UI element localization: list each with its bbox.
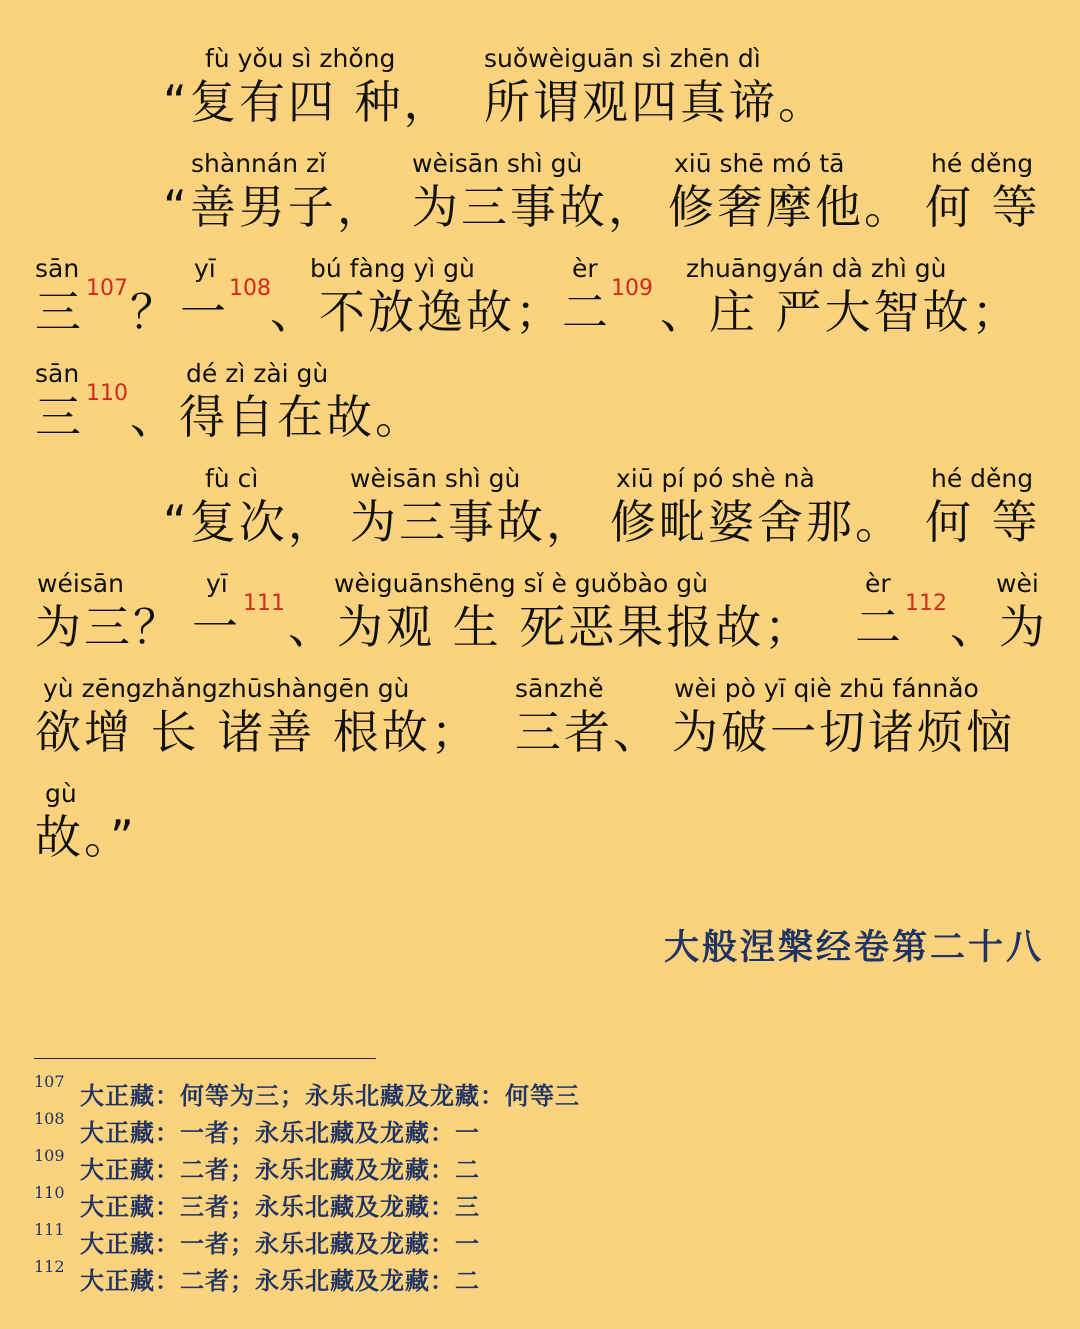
hanzi: “复有四 种， bbox=[163, 75, 453, 129]
pinyin: èr bbox=[572, 254, 598, 283]
pinyin: wèi bbox=[996, 569, 1039, 598]
note-marker: 108 bbox=[229, 276, 271, 301]
hanzi: 、为观 生 死恶果报故； bbox=[288, 600, 814, 654]
footnote-number: 109 bbox=[34, 1146, 65, 1165]
hanzi: 三 bbox=[35, 285, 84, 339]
footnote-number: 110 bbox=[34, 1183, 65, 1202]
footnote-text: 大正藏：一者；永乐北藏及龙藏：一 bbox=[80, 1229, 480, 1258]
pinyin: dé zì zài gù bbox=[186, 359, 329, 388]
hanzi: 、得自在故。 bbox=[130, 390, 424, 444]
hanzi: 二 bbox=[562, 285, 611, 339]
note-marker: 112 bbox=[905, 591, 947, 616]
pinyin: wèiguānshēng sǐ è guǒbào gù bbox=[334, 569, 708, 598]
hanzi: “善男子， bbox=[163, 180, 386, 234]
pinyin: yī bbox=[206, 569, 228, 598]
footnote-number: 107 bbox=[34, 1072, 65, 1091]
text-line bbox=[0, 674, 1080, 779]
hanzi: 三者、 bbox=[515, 705, 662, 759]
pinyin: sān bbox=[35, 254, 80, 283]
footnote-number: 108 bbox=[34, 1109, 65, 1128]
note-marker: 110 bbox=[86, 381, 128, 406]
hanzi: 三 bbox=[35, 390, 84, 444]
note-marker: 111 bbox=[243, 591, 285, 616]
hanzi: 为破一切诸烦恼 bbox=[672, 705, 1015, 759]
pinyin: yī bbox=[194, 254, 216, 283]
hanzi: 、不放逸故； bbox=[270, 285, 564, 339]
text-line bbox=[0, 254, 1080, 359]
text-line bbox=[0, 149, 1080, 254]
pinyin: èr bbox=[865, 569, 891, 598]
footnote-text: 大正藏：一者；永乐北藏及龙藏：一 bbox=[80, 1118, 480, 1147]
hanzi: 一 bbox=[180, 285, 229, 339]
pinyin: hé děng bbox=[931, 149, 1034, 178]
hanzi: 所谓观四真谛。 bbox=[484, 75, 827, 129]
text-line bbox=[0, 569, 1080, 674]
text-line bbox=[0, 464, 1080, 569]
text-line bbox=[0, 359, 1080, 464]
pinyin: hé děng bbox=[931, 464, 1034, 493]
hanzi: 、庄 严大智故； bbox=[660, 285, 1021, 339]
pinyin: wèi pò yī qiè zhū fánnǎo bbox=[674, 674, 979, 703]
text-line bbox=[0, 779, 1080, 884]
hanzi: 修奢摩他。 bbox=[668, 180, 913, 234]
hanzi: 为三事故， bbox=[412, 180, 657, 234]
hanzi: “复次， bbox=[163, 495, 337, 549]
hanzi: 、为 bbox=[950, 600, 1048, 654]
pinyin: wéisān bbox=[37, 569, 124, 598]
footnote-number: 111 bbox=[34, 1220, 65, 1239]
note-marker: 107 bbox=[86, 276, 128, 301]
pinyin: yù zēngzhǎngzhūshàngēn gù bbox=[43, 674, 410, 703]
hanzi: 二 bbox=[855, 600, 904, 654]
pinyin: sānzhě bbox=[515, 674, 604, 703]
note-marker: 109 bbox=[611, 276, 653, 301]
pinyin: shànnán zǐ bbox=[191, 149, 327, 178]
pinyin: xiū shē mó tā bbox=[674, 149, 845, 178]
hanzi: 修毗婆舍那。 bbox=[610, 495, 904, 549]
hanzi: 何 等 bbox=[925, 495, 1041, 549]
pinyin: xiū pí pó shè nà bbox=[616, 464, 815, 493]
pinyin: fù yǒu sì zhǒng bbox=[205, 44, 396, 73]
footnote-number: 112 bbox=[34, 1257, 65, 1276]
hanzi: ？ bbox=[130, 285, 179, 339]
source-title: 大般涅槃经卷第二十八 bbox=[663, 927, 1044, 968]
hanzi: 故。” bbox=[35, 810, 137, 864]
hanzi: 为三？ bbox=[35, 600, 182, 654]
pinyin: bú fàng yì gù bbox=[310, 254, 475, 283]
footnote-divider bbox=[34, 1058, 376, 1059]
pinyin: gù bbox=[45, 779, 77, 808]
pinyin: sān bbox=[35, 359, 80, 388]
text-line bbox=[0, 44, 1080, 149]
pinyin: fù cì bbox=[205, 464, 259, 493]
pinyin: suǒwèiguān sì zhēn dì bbox=[484, 44, 761, 73]
footnote-text: 大正藏：何等为三；永乐北藏及龙藏：何等三 bbox=[80, 1081, 580, 1110]
hanzi: 欲增 长 诸善 根故； bbox=[35, 705, 480, 759]
hanzi: 何 等 bbox=[925, 180, 1041, 234]
footnote-text: 大正藏：二者；永乐北藏及龙藏：二 bbox=[80, 1266, 480, 1295]
pinyin: zhuāngyán dà zhì gù bbox=[686, 254, 947, 283]
pinyin: wèisān shì gù bbox=[350, 464, 521, 493]
pinyin: wèisān shì gù bbox=[412, 149, 583, 178]
hanzi: 为三事故， bbox=[350, 495, 595, 549]
hanzi: 一 bbox=[192, 600, 241, 654]
footnote-text: 大正藏：二者；永乐北藏及龙藏：二 bbox=[80, 1155, 480, 1184]
footnote-text: 大正藏：三者；永乐北藏及龙藏：三 bbox=[80, 1192, 480, 1221]
